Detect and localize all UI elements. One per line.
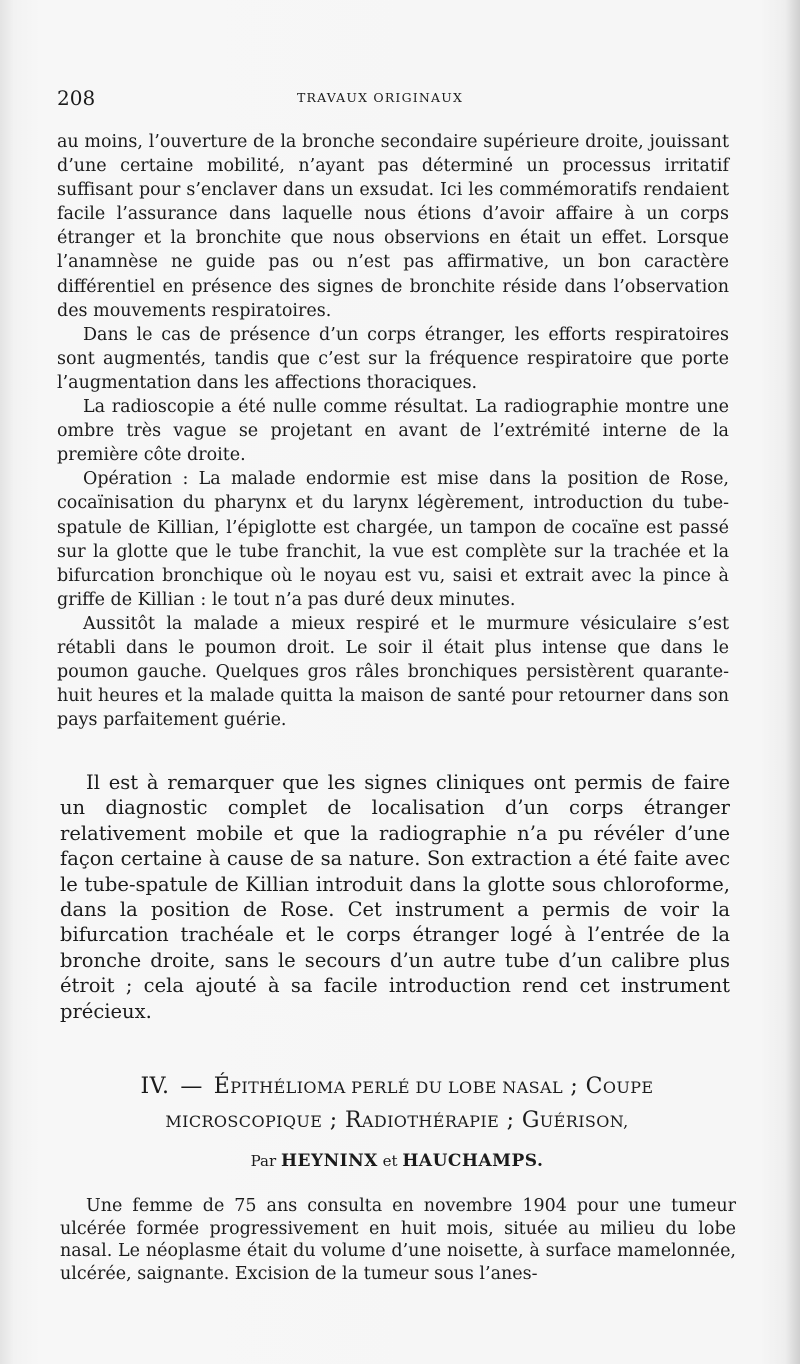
- section-title-line-2: MICROSCOPIQUE ; RADIOTHÉRAPIE ; GUÉRISON,: [165, 1108, 629, 1133]
- section-title: [57, 1070, 737, 1138]
- page-header: [57, 86, 730, 112]
- paragraph-case: Une femme de 75 ans consulta en novembre 1904 pour une tumeur ulcérée formée progressivement en huit mois, située au milieu du lobe nasal. Le néoplasme était du volume d’une noisette, à surface mamelonnée, ulcérée, saignante. Excision de la tumeur sous l’anes-: [60, 1196, 736, 1284]
- paragraph-continuation: au moins, l’ouverture de la bronche secondaire supérieure droite, jouissant d’une certaine mobilité, n’ayant pas déterminé un processus irritatif suffisant pour s’enclaver dans un exsudat. Ici les commémoratifs rendaient facile l’assurance dans laquelle nous étions d’avoir affaire à un corps étranger et la bronchite que nous observions en était un effet. Lorsque l’anamnèse ne guide pas ou n’est pas affirmative, un bon caractère différentiel en présence des signes de bronchite réside dans l’observation des mouvements respiratoires.: [57, 132, 729, 321]
- byline-and: et: [382, 1152, 398, 1170]
- author-1: HEYNINX: [280, 1151, 378, 1171]
- case-text: [60, 1195, 736, 1285]
- page-number: 208: [57, 86, 96, 110]
- running-head: TRAVAUX ORIGINAUX: [297, 90, 464, 105]
- paragraph-respiratory-efforts: Dans le cas de présence d’un corps étranger, les efforts respiratoires sont augmentés, tandis que c’est sur la fréquence respiratoire que porte l’augmentation dans les affections thoraciques.: [57, 324, 729, 393]
- section-numeral: IV.: [140, 1074, 170, 1099]
- section-dash: —: [180, 1074, 203, 1099]
- paragraph-radioscopy: La radioscopie a été nulle comme résultat. La radiographie montre une ombre très vague se projetant en avant de l’extrémité interne de la première côte droite.: [57, 397, 729, 466]
- body-text: [57, 130, 729, 732]
- conclusion-text: [60, 770, 730, 1024]
- paragraph-conclusion: Il est à remarquer que les signes cliniques ont permis de faire un diagnostic complet de localisation d’un corps étranger relativement mobile et que la radiographie n’a pu révéler d’une façon certaine à cause de sa nature. Son extraction a été faite avec le tube-spatule de Killian introduit dans la glotte sous chloroforme, dans la position de Rose. Cet instrument a permis de voir la bifurcation trachéale et le corps étranger logé à l’entrée de la bronche droite, sans le secours d’un autre tube d’un calibre plus étroit ; cela ajouté à sa facile introduction rend cet instrument précieux.: [60, 771, 730, 1023]
- byline: [57, 1151, 737, 1171]
- byline-prefix: Par: [250, 1152, 277, 1170]
- paragraph-operation: Opération : La malade endormie est mise dans la position de Rose, cocaïnisation du pharynx et du larynx légèrement, introduction du tube-spatule de Killian, l’épiglotte est chargée, un tampon de cocaïne est passé sur la glotte que le tube franchit, la vue est complète sur la trachée et la bifurcation bronchique où le noyau est vu, saisi et extrait avec la pince à griffe de Killian : le tout n’a pas duré deux minutes.: [57, 469, 729, 610]
- paragraph-recovery: Aussitôt la malade a mieux respiré et le murmure vésiculaire s’est rétabli dans le poumon droit. Le soir il était plus intense que dans le poumon gauche. Quelques gros râles bronchiques persistèrent quarante-huit heures et la malade quitta la maison de santé pour retourner dans son pays parfaitement guérie.: [57, 613, 729, 731]
- section-title-line-1: IV. — ÉPITHÉLIOMA PERLÉ DU LOBE NASAL ; COUPE: [140, 1074, 654, 1099]
- author-2: HAUCHAMPS.: [402, 1151, 544, 1171]
